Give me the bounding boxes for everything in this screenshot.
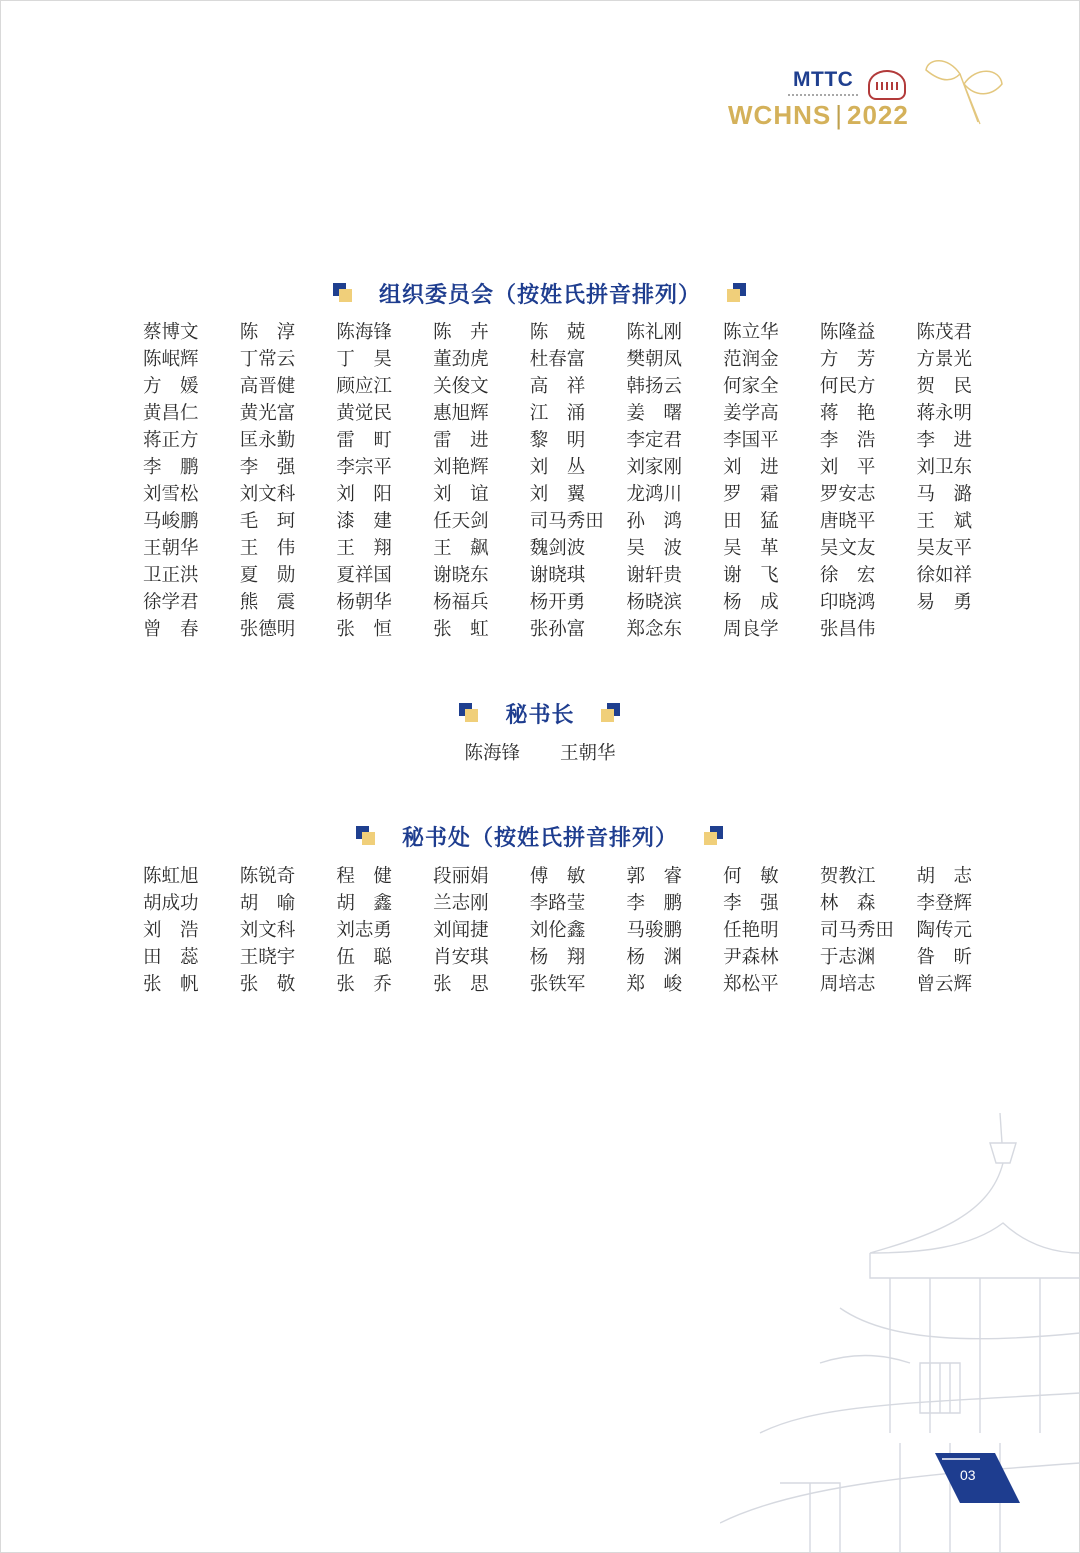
member-name: 张 乔 [336,974,392,995]
member-name: 刘 平 [819,457,876,478]
member-name: 肖安琪 [433,947,489,968]
member-name: 陈立华 [723,322,779,343]
member-name: 刘 谊 [433,484,489,505]
member-name: 田 猛 [723,511,779,532]
member-name: 高 祥 [529,376,586,397]
secretariat-title: 秘书处（按姓氏拼音排列） [401,825,678,851]
member-name: 李 浩 [819,430,876,451]
member-name: 张 思 [433,974,489,995]
member-name: 张 敬 [239,974,296,995]
secretary-general-section-title [0,696,1080,730]
member-name: 陈 淳 [239,322,296,343]
member-name: 孙 鸿 [626,511,682,532]
member-name: 陈礼刚 [626,322,682,343]
member-name: 蔡博文 [143,322,199,343]
secretary-general-names [0,740,1080,767]
member-name: 何家全 [723,376,779,397]
member-name: 陈虹旭 [143,866,199,887]
member-name: 方 媛 [143,376,199,397]
member-name: 卫正洪 [143,565,199,586]
member-name: 高晋健 [239,376,296,397]
member-name: 胡 鑫 [336,893,392,914]
member-name: 罗安志 [819,484,876,505]
ginkgo-leaf-icon [920,44,1010,134]
member-name: 胡 喻 [239,893,296,914]
member-name: 司马秀田 [529,511,604,532]
secretary-general-name: 王朝华 [560,743,616,764]
member-name: 李 强 [239,457,296,478]
member-name: 陈锐奇 [239,866,296,887]
member-name: 方景光 [916,349,973,370]
member-name: 刘 丛 [529,457,586,478]
member-name: 李 鹏 [143,457,199,478]
member-name: 黎 明 [529,430,586,451]
member-name: 匡永勤 [239,430,296,451]
member-name: 昝 昕 [916,947,973,968]
member-name: 郑松平 [723,974,779,995]
member-name: 张铁军 [529,974,586,995]
institution-seal-icon [868,70,906,100]
member-name: 雷 进 [433,430,489,451]
member-name: 郑念东 [626,619,682,640]
member-name: 杨 成 [723,592,779,613]
member-name: 龙鸿川 [626,484,682,505]
pavilion-illustration [720,1103,1080,1553]
member-name: 田 蕊 [143,947,199,968]
member-name: 唐晓平 [819,511,876,532]
member-name: 陈 兢 [529,322,586,343]
committee-section-title [0,276,1080,310]
member-name: 马峻鹏 [143,511,199,532]
member-name: 董劲虎 [433,349,489,370]
member-name: 张 恒 [336,619,392,640]
member-name: 刘伦鑫 [529,920,586,941]
mttc-subtitle-line [788,94,858,98]
member-name: 吴友平 [916,538,973,559]
secretariat-name-list [143,863,1023,998]
title-decoration-right-icon [704,826,724,846]
member-name: 杨开勇 [529,592,586,613]
member-name: 张德明 [239,619,296,640]
member-name: 樊朝凤 [626,349,682,370]
member-name: 方 芳 [819,349,876,370]
member-name: 印晓鸿 [819,592,876,613]
member-name: 蒋正方 [143,430,199,451]
member-name: 何 敏 [723,866,779,887]
member-name: 于志渊 [819,947,876,968]
member-name: 段丽娟 [433,866,489,887]
member-name: 胡成功 [143,893,199,914]
member-name: 尹森林 [723,947,779,968]
member-name: 杜春富 [529,349,586,370]
member-name: 郑 峻 [626,974,682,995]
member-name: 谢 飞 [723,565,779,586]
title-decoration-right-icon [727,283,747,303]
member-name: 郭 睿 [626,866,682,887]
member-name: 李宗平 [336,457,392,478]
member-name: 夏 勋 [239,565,296,586]
member-name: 刘文科 [239,484,296,505]
committee-name-list [143,319,1023,643]
member-name: 吴文友 [819,538,876,559]
member-name: 张昌伟 [819,619,876,640]
member-name: 陶传元 [916,920,973,941]
member-name: 夏祥国 [336,565,392,586]
member-name: 范润金 [723,349,779,370]
member-name: 吴 革 [723,538,779,559]
member-name: 曾 春 [143,619,199,640]
member-name: 王晓宇 [239,947,296,968]
member-name: 易 勇 [916,592,973,613]
member-name: 李登辉 [916,893,973,914]
member-name: 罗 霜 [723,484,779,505]
member-name: 魏剑波 [529,538,586,559]
title-decoration-right-icon [601,703,621,723]
logo-year: 2022 [846,100,909,130]
member-name: 胡 志 [916,866,973,887]
member-name: 刘 阳 [336,484,392,505]
member-name: 李定君 [626,430,682,451]
member-name: 何民方 [819,376,876,397]
member-name: 谢轩贵 [626,565,682,586]
member-name: 刘 翼 [529,484,586,505]
member-name: 马 潞 [916,484,973,505]
mttc-logo-text: MTTC [793,68,854,91]
member-name: 王 飙 [433,538,489,559]
member-name: 周良学 [723,619,779,640]
member-name: 贺 民 [916,376,973,397]
logo-event-name: WCHNS [728,100,832,130]
title-decoration-left-icon [459,703,479,723]
member-name: 刘艳辉 [433,457,489,478]
member-name: 蒋永明 [916,403,973,424]
secretariat-section-title [0,819,1080,853]
member-name: 吴 波 [626,538,682,559]
member-name: 林 森 [819,893,876,914]
member-name: 刘家刚 [626,457,682,478]
member-name: 徐学君 [143,592,199,613]
member-name: 姜学高 [723,403,779,424]
member-name: 司马秀田 [819,920,894,941]
member-name: 李 进 [916,430,973,451]
member-name: 王 翔 [336,538,392,559]
member-name: 王 伟 [239,538,296,559]
member-name: 杨福兵 [433,592,489,613]
member-name: 杨晓滨 [626,592,682,613]
member-name: 张 帆 [143,974,199,995]
member-name: 陈隆益 [819,322,876,343]
member-name: 丁 昊 [336,349,392,370]
secretary-general-name: 陈海锋 [464,743,520,764]
member-name: 伍 聪 [336,947,392,968]
title-decoration-left-icon [356,826,376,846]
member-name: 江 涌 [529,403,586,424]
member-name: 陈岷辉 [143,349,199,370]
conference-logo [730,44,1020,154]
member-name: 傅 敏 [529,866,586,887]
member-name: 李国平 [723,430,779,451]
member-name: 漆 建 [336,511,392,532]
member-name: 黄觉民 [336,403,392,424]
member-name: 刘卫东 [916,457,973,478]
member-name: 刘雪松 [143,484,199,505]
member-name: 张孙富 [529,619,586,640]
member-name: 张 虹 [433,619,489,640]
member-name: 李 鹏 [626,893,682,914]
secretary-general-title: 秘书长 [505,702,575,728]
member-name: 曾云辉 [916,974,973,995]
page-number: 03 [960,1467,976,1483]
committee-title: 组织委员会（按姓氏拼音排列） [378,282,701,308]
member-name: 顾应江 [336,376,392,397]
member-name: 杨 渊 [626,947,682,968]
member-name: 任天剑 [433,511,489,532]
member-name: 刘 浩 [143,920,199,941]
member-name: 黄光富 [239,403,296,424]
member-name: 陈海锋 [336,322,392,343]
member-name: 王 斌 [916,511,973,532]
member-name: 关俊文 [433,376,489,397]
member-name: 贺教江 [819,866,876,887]
member-name: 马骏鹏 [626,920,682,941]
member-name: 刘志勇 [336,920,392,941]
member-name: 刘文科 [239,920,296,941]
member-name: 熊 震 [239,592,296,613]
member-name: 谢晓琪 [529,565,586,586]
title-decoration-left-icon [333,283,353,303]
member-name: 杨 翔 [529,947,586,968]
member-name: 毛 珂 [239,511,296,532]
member-name: 惠旭辉 [433,403,489,424]
member-name: 丁常云 [239,349,296,370]
member-name: 兰志刚 [433,893,489,914]
member-name: 雷 町 [336,430,392,451]
member-name: 徐如祥 [916,565,973,586]
member-name: 韩扬云 [626,376,682,397]
member-name: 谢晓东 [433,565,489,586]
member-name: 任艳明 [723,920,779,941]
member-name: 周培志 [819,974,876,995]
member-name: 程 健 [336,866,392,887]
member-name: 杨朝华 [336,592,392,613]
member-name: 刘 进 [723,457,779,478]
member-name: 刘闻捷 [433,920,489,941]
member-name: 黄昌仁 [143,403,199,424]
member-name: 徐 宏 [819,565,876,586]
member-name: 陈 卉 [433,322,489,343]
member-name: 蒋 艳 [819,403,876,424]
member-name: 陈茂君 [916,322,973,343]
member-name: 李路莹 [529,893,586,914]
member-name: 李 强 [723,893,779,914]
member-name: 姜 曙 [626,403,682,424]
wchns-logo-text: WCHNS | 2022 [728,100,909,130]
member-name: 王朝华 [143,538,199,559]
